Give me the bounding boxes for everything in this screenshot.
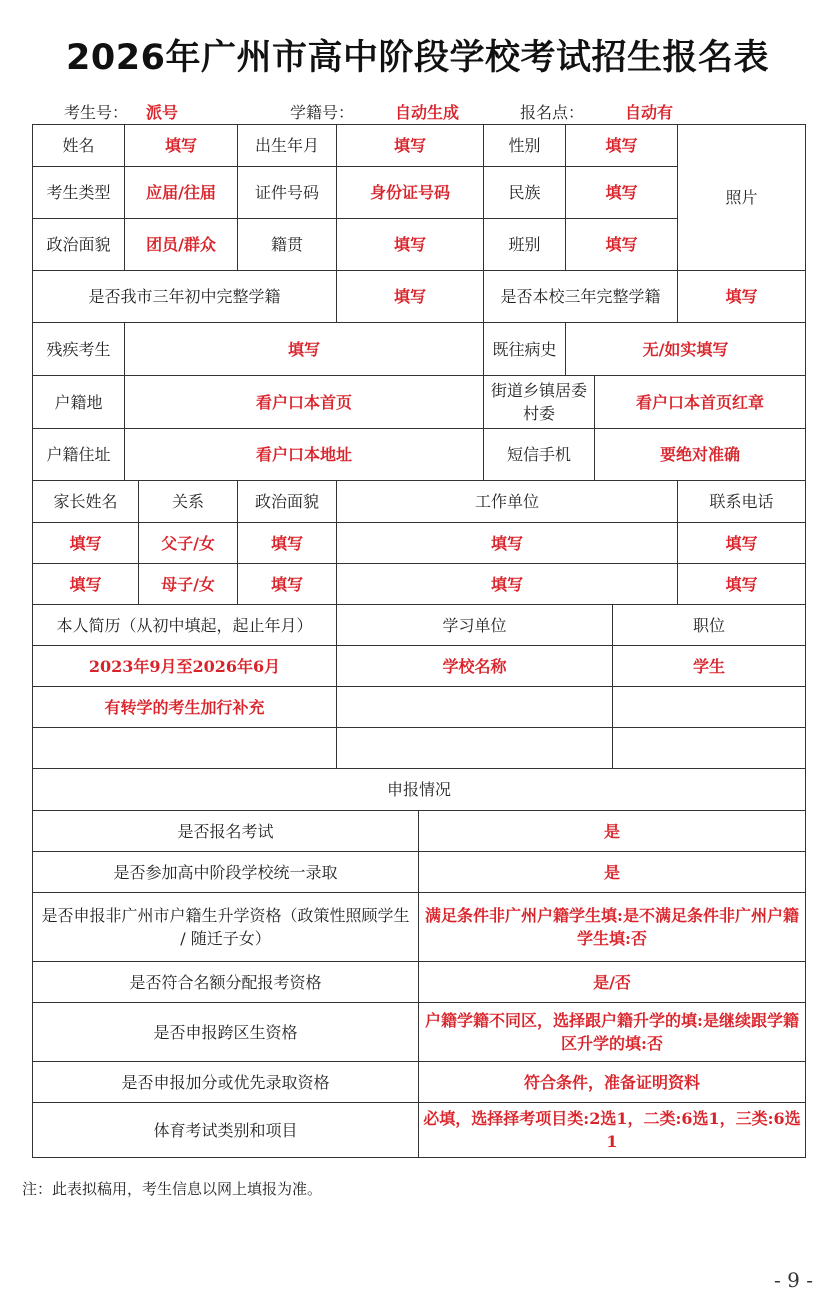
declaration-field[interactable]: 是/否 <box>418 961 806 1003</box>
declaration-label: 是否申报加分或优先录取资格 <box>32 1061 419 1103</box>
exam-no-label: 考生号： <box>64 103 129 122</box>
resume-field[interactable] <box>612 727 806 769</box>
exam-no-value: 派号 <box>146 103 179 122</box>
declaration-field[interactable]: 户籍学籍不同区，选择跟户籍升学的填:是继续跟学籍区升学的填:否 <box>418 1002 806 1062</box>
resume-field[interactable]: 学生 <box>612 645 806 687</box>
declaration-label: 体育考试类别和项目 <box>32 1102 419 1158</box>
parent-header: 政治面貌 <box>237 480 337 523</box>
disabled-field[interactable]: 填写 <box>124 322 484 376</box>
footnote: 注：此表拟稿用，考生信息以网上填报为准。 <box>22 1180 323 1198</box>
photo-box: 照片 <box>677 124 806 271</box>
declaration-field[interactable]: 是 <box>418 810 806 852</box>
hukou-addr-field[interactable]: 看户口本地址 <box>124 428 484 481</box>
resume-header: 本人简历（从初中填起，起止年月） <box>32 604 337 646</box>
form-title: 2026年广州市高中阶段学校考试招生报名表 <box>66 38 769 78</box>
parent-header: 关系 <box>138 480 238 523</box>
history-label: 既往病史 <box>483 322 566 376</box>
phone-field[interactable]: 要绝对准确 <box>594 428 806 481</box>
street-field[interactable]: 看户口本首页红章 <box>594 375 806 429</box>
declaration-label: 是否符合名额分配报考资格 <box>32 961 419 1003</box>
class-label: 班别 <box>483 218 566 271</box>
page-number: - 9 - <box>774 1268 813 1292</box>
political-field[interactable]: 团员/群众 <box>124 218 238 271</box>
parent-field[interactable]: 填写 <box>677 563 806 605</box>
resume-header: 职位 <box>612 604 806 646</box>
hukou-addr-label: 户籍住址 <box>32 428 125 481</box>
id-field[interactable]: 身份证号码 <box>336 166 484 219</box>
site-value: 自动有 <box>625 103 674 122</box>
gender-label: 性别 <box>483 124 566 167</box>
political-label: 政治面貌 <box>32 218 125 271</box>
resume-header: 学习单位 <box>336 604 613 646</box>
declaration-field[interactable]: 符合条件，准备证明资料 <box>418 1061 806 1103</box>
phone-label: 短信手机 <box>483 428 595 481</box>
student-id-label: 学籍号： <box>290 103 355 122</box>
parent-header: 联系电话 <box>677 480 806 523</box>
birth-field[interactable]: 填写 <box>336 124 484 167</box>
student-id-value: 自动生成 <box>395 103 460 122</box>
city-status-field[interactable]: 填写 <box>336 270 484 323</box>
gender-field[interactable]: 填写 <box>565 124 678 167</box>
ethnic-label: 民族 <box>483 166 566 219</box>
parent-field[interactable]: 填写 <box>336 563 678 605</box>
declaration-label: 是否申报跨区生资格 <box>32 1002 419 1062</box>
declaration-field[interactable]: 是 <box>418 851 806 893</box>
parent-header: 工作单位 <box>336 480 678 523</box>
resume-field[interactable] <box>32 727 337 769</box>
id-label: 证件号码 <box>237 166 337 219</box>
parent-field[interactable]: 母子/女 <box>138 563 238 605</box>
declaration-title: 申报情况 <box>32 768 806 811</box>
resume-field[interactable]: 学校名称 <box>336 645 613 687</box>
ethnic-field[interactable]: 填写 <box>565 166 678 219</box>
declaration-label: 是否报名考试 <box>32 810 419 852</box>
resume-field[interactable] <box>336 686 613 728</box>
parent-field[interactable]: 填写 <box>677 522 806 564</box>
native-field[interactable]: 填写 <box>336 218 484 271</box>
parent-field[interactable]: 填写 <box>32 522 139 564</box>
parent-header: 家长姓名 <box>32 480 139 523</box>
resume-field[interactable] <box>336 727 613 769</box>
street-label: 街道乡镇居委村委 <box>483 375 595 429</box>
city-status-label: 是否我市三年初中完整学籍 <box>32 270 337 323</box>
school-status-field[interactable]: 填写 <box>677 270 806 323</box>
declaration-field[interactable]: 必填，选择择考项目类:2选1，二类:6选1，三类:6选1 <box>418 1102 806 1158</box>
declaration-field[interactable]: 满足条件非广州户籍学生填:是不满足条件非广州户籍学生填:否 <box>418 892 806 962</box>
parent-field[interactable]: 填写 <box>336 522 678 564</box>
site-label: 报名点： <box>520 103 585 122</box>
name-field[interactable]: 填写 <box>124 124 238 167</box>
class-field[interactable]: 填写 <box>565 218 678 271</box>
parent-field[interactable]: 填写 <box>237 522 337 564</box>
native-label: 籍贯 <box>237 218 337 271</box>
school-status-label: 是否本校三年完整学籍 <box>483 270 678 323</box>
parent-field[interactable]: 填写 <box>237 563 337 605</box>
type-field[interactable]: 应届/往届 <box>124 166 238 219</box>
name-label: 姓名 <box>32 124 125 167</box>
resume-field[interactable] <box>612 686 806 728</box>
declaration-label: 是否参加高中阶段学校统一录取 <box>32 851 419 893</box>
resume-field[interactable]: 2023年9月至2026年6月 <box>32 645 337 687</box>
hukou-label: 户籍地 <box>32 375 125 429</box>
resume-field[interactable]: 有转学的考生加行补充 <box>32 686 337 728</box>
parent-field[interactable]: 父子/女 <box>138 522 238 564</box>
parent-field[interactable]: 填写 <box>32 563 139 605</box>
disabled-label: 残疾考生 <box>32 322 125 376</box>
declaration-label: 是否申报非广州市户籍生升学资格（政策性照顾学生 / 随迁子女） <box>32 892 419 962</box>
history-field[interactable]: 无/如实填写 <box>565 322 806 376</box>
birth-label: 出生年月 <box>237 124 337 167</box>
type-label: 考生类型 <box>32 166 125 219</box>
hukou-field[interactable]: 看户口本首页 <box>124 375 484 429</box>
